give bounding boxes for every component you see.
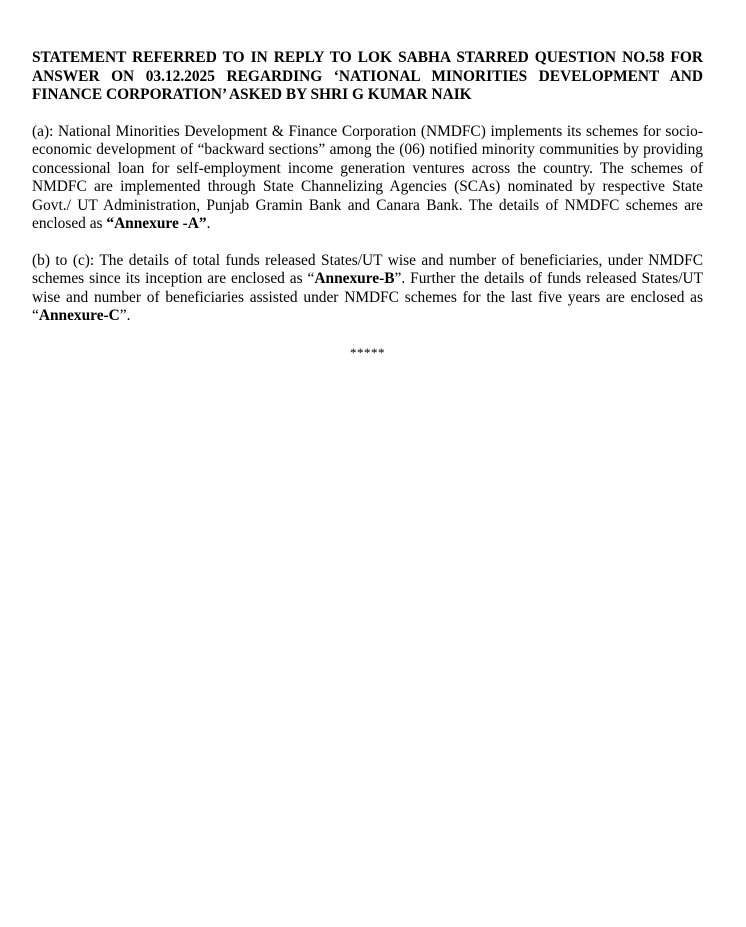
document-page [32, 49, 703, 360]
annexure-c-reference: Annexure-C [38, 307, 120, 324]
annexure-b-reference: Annexure-B [314, 270, 395, 287]
statement-heading: STATEMENT REFERRED TO IN REPLY TO LOK SABHA STARRED QUESTION NO.58 FOR ANSWER ON 03.12.2025 REGARDING ‘NATIONAL MINORITIES DEVELOPMENT AND FINANCE CORPORATION’ ASKED BY SHRI G KUMAR NAIK [32, 49, 703, 103]
answer-paragraph-b-c [32, 252, 703, 326]
annexure-a-reference: “Annexure -A” [106, 215, 207, 232]
end-separator: ***** [350, 344, 385, 360]
paragraph-b-text-3: ”. [119, 307, 131, 324]
answer-paragraph-a [32, 123, 703, 234]
paragraph-b-text-1: (b) to (c): The details of total funds released States/UT wise and number of beneficiaries, under NMDFC schemes since its inception are enclosed as “ [32, 251, 703, 287]
paragraph-a-text: (a): National Minorities Development & Finance Corporation (NMDFC) implements its schemes for socio-economic development of “backward sections” among the (06) notified minority communities by providing concessional loan for self-employment income generation ventures across the country. The schemes of NMDFC are implemented through State Channelizing Agencies (SCAs) nominated by respective State Govt./ UT Administration, Punjab Gramin Bank and Canara Bank. The details of NMDFC schemes are enclosed as [32, 122, 703, 232]
paragraph-a-end: . [206, 215, 211, 232]
paragraph-b-text-2: ”. Further the details of funds released States/UT wise and number of beneficiaries assisted under NMDFC schemes for the last five years are enclosed as “ [32, 270, 704, 324]
